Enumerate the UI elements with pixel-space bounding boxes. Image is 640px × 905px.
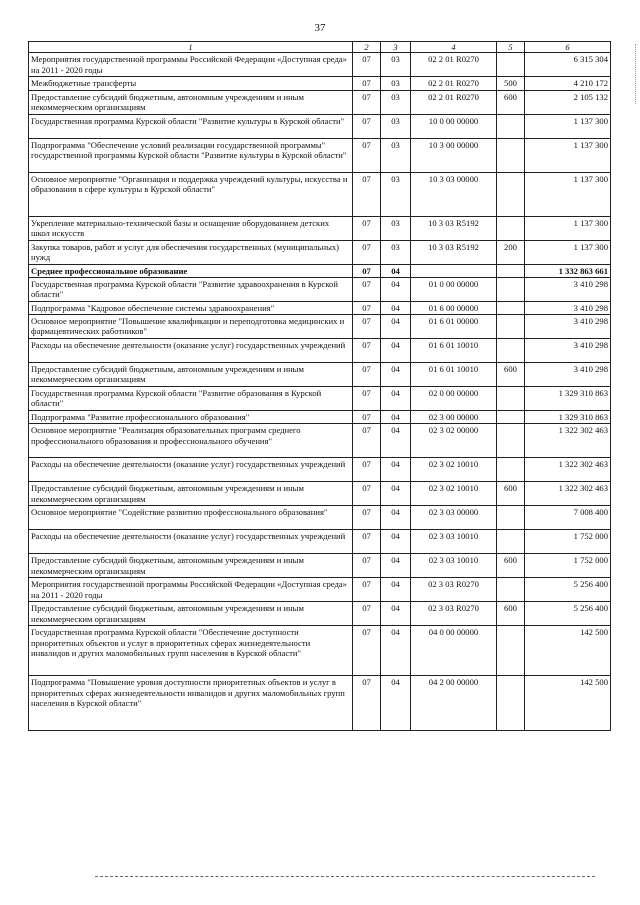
row-expense-kind [497, 172, 525, 216]
row-subsection: 04 [381, 387, 411, 411]
row-subsection: 04 [381, 411, 411, 424]
row-name: Расходы на обеспечение деятельности (оказание услуг) государственных учреждений [29, 530, 353, 554]
row-subsection: 04 [381, 554, 411, 578]
row-amount: 3 410 298 [525, 301, 611, 314]
row-amount: 142 500 [525, 626, 611, 676]
row-name: Подпрограмма "Обеспечение условий реализации государственной программы" государственной программы Курской области "Развитие культуры в Курской области" [29, 138, 353, 172]
row-section: 07 [353, 339, 381, 363]
table-row [29, 240, 611, 264]
row-section: 07 [353, 530, 381, 554]
row-subsection: 03 [381, 216, 411, 240]
row-expense-kind [497, 424, 525, 458]
table-row [29, 339, 611, 363]
table-row [29, 578, 611, 602]
table-row [29, 315, 611, 339]
row-expense-kind [497, 676, 525, 731]
row-subsection: 04 [381, 602, 411, 626]
header-subsection: 3 [381, 42, 411, 53]
row-name: Подпрограмма "Повышение уровня доступности приоритетных объектов и услуг в приоритетных сферах жизнедеятельности инвалидов и других маломобильных групп населения в Курской области" [29, 676, 353, 731]
row-amount: 5 256 400 [525, 602, 611, 626]
row-name: Предоставление субсидий бюджетным, автономным учреждениям и иным некоммерческим организациям [29, 90, 353, 114]
table-row [29, 90, 611, 114]
row-section: 07 [353, 277, 381, 301]
row-amount: 3 410 298 [525, 277, 611, 301]
table-row [29, 387, 611, 411]
row-target-code: 02 3 02 10010 [411, 482, 497, 506]
table-row [29, 602, 611, 626]
row-section: 07 [353, 387, 381, 411]
row-amount: 1 332 863 661 [525, 264, 611, 277]
row-name: Государственная программа Курской области "Обеспечение доступности приоритетных объектов и услуг в приоритетных сферах жизнедеятельности инвалидов и других маломобильных групп населения в Курской области" [29, 626, 353, 676]
row-target-code: 10 3 03 R5192 [411, 216, 497, 240]
row-name: Укрепление материально-технической базы и оснащение оборудованием детских школ искусств [29, 216, 353, 240]
table-row [29, 114, 611, 138]
row-expense-kind [497, 387, 525, 411]
page-number: 37 [314, 22, 326, 34]
row-subsection: 03 [381, 240, 411, 264]
row-amount: 1 322 302 463 [525, 482, 611, 506]
row-expense-kind [497, 339, 525, 363]
row-section: 07 [353, 315, 381, 339]
row-target-code: 02 3 03 R0270 [411, 602, 497, 626]
row-amount: 5 256 400 [525, 578, 611, 602]
row-section: 07 [353, 363, 381, 387]
row-section: 07 [353, 578, 381, 602]
row-subsection: 04 [381, 277, 411, 301]
row-name: Среднее профессиональное образование [29, 264, 353, 277]
row-subsection: 03 [381, 77, 411, 90]
row-section: 07 [353, 626, 381, 676]
row-section: 07 [353, 424, 381, 458]
row-expense-kind [497, 301, 525, 314]
row-section: 07 [353, 458, 381, 482]
row-section: 07 [353, 411, 381, 424]
row-name: Предоставление субсидий бюджетным, автономным учреждениям и иным некоммерческим организациям [29, 482, 353, 506]
row-name: Подпрограмма "Кадровое обеспечение системы здравоохранения" [29, 301, 353, 314]
row-target-code: 10 3 03 R5192 [411, 240, 497, 264]
row-name: Подпрограмма "Развитие профессионального образования" [29, 411, 353, 424]
row-target-code: 10 3 03 00000 [411, 172, 497, 216]
row-expense-kind: 600 [497, 482, 525, 506]
table-row [29, 138, 611, 172]
row-target-code: 02 3 02 00000 [411, 424, 497, 458]
row-subsection: 04 [381, 315, 411, 339]
table-row [29, 172, 611, 216]
row-name: Государственная программа Курской области "Развитие здравоохранения в Курской области" [29, 277, 353, 301]
table-row [29, 53, 611, 77]
row-expense-kind [497, 578, 525, 602]
table-row [29, 77, 611, 90]
budget-table [28, 41, 611, 731]
row-section: 07 [353, 482, 381, 506]
row-expense-kind [497, 138, 525, 172]
row-expense-kind: 500 [497, 77, 525, 90]
row-amount: 1 137 300 [525, 138, 611, 172]
row-expense-kind [497, 530, 525, 554]
table-row [29, 458, 611, 482]
row-target-code: 01 6 01 10010 [411, 339, 497, 363]
row-target-code: 01 6 00 00000 [411, 301, 497, 314]
table-row [29, 676, 611, 731]
row-name: Межбюджетные трансферты [29, 77, 353, 90]
margin-mark [631, 44, 636, 104]
row-expense-kind [497, 277, 525, 301]
row-amount: 1 752 000 [525, 530, 611, 554]
row-subsection: 04 [381, 578, 411, 602]
table-row [29, 626, 611, 676]
row-section: 07 [353, 114, 381, 138]
row-subsection: 04 [381, 530, 411, 554]
row-subsection: 04 [381, 482, 411, 506]
table-row [29, 301, 611, 314]
row-section: 07 [353, 216, 381, 240]
row-amount: 1 329 310 863 [525, 387, 611, 411]
row-section: 07 [353, 77, 381, 90]
table-row [29, 530, 611, 554]
row-section: 07 [353, 602, 381, 626]
table-row [29, 424, 611, 458]
table-row [29, 506, 611, 530]
row-amount: 1 137 300 [525, 240, 611, 264]
row-amount: 1 752 000 [525, 554, 611, 578]
row-expense-kind: 200 [497, 240, 525, 264]
row-target-code: 02 0 00 00000 [411, 387, 497, 411]
row-target-code: 02 2 01 R0270 [411, 90, 497, 114]
row-target-code: 02 3 03 10010 [411, 530, 497, 554]
row-expense-kind: 600 [497, 363, 525, 387]
table-row [29, 216, 611, 240]
row-subsection: 04 [381, 339, 411, 363]
row-name: Мероприятия государственной программы Российской Федерации «Доступная среда» на 2011 - 2020 годы [29, 578, 353, 602]
row-section: 07 [353, 138, 381, 172]
row-name: Предоставление субсидий бюджетным, автономным учреждениям и иным некоммерческим организациям [29, 602, 353, 626]
row-section: 07 [353, 240, 381, 264]
row-amount: 7 008 400 [525, 506, 611, 530]
row-amount: 2 105 132 [525, 90, 611, 114]
row-amount: 6 315 304 [525, 53, 611, 77]
row-expense-kind [497, 216, 525, 240]
row-target-code: 04 0 00 00000 [411, 626, 497, 676]
row-amount: 3 410 298 [525, 315, 611, 339]
row-section: 07 [353, 676, 381, 731]
row-name: Основное мероприятие "Содействие развитию профессионального образования" [29, 506, 353, 530]
row-section: 07 [353, 172, 381, 216]
row-target-code: 02 3 03 00000 [411, 506, 497, 530]
row-section: 07 [353, 506, 381, 530]
row-amount: 1 322 302 463 [525, 424, 611, 458]
row-target-code: 10 0 00 00000 [411, 114, 497, 138]
table-row [29, 277, 611, 301]
row-amount: 4 210 172 [525, 77, 611, 90]
table-row [29, 411, 611, 424]
row-section: 07 [353, 554, 381, 578]
row-expense-kind [497, 315, 525, 339]
row-expense-kind: 600 [497, 554, 525, 578]
row-target-code: 10 3 00 00000 [411, 138, 497, 172]
row-amount: 3 410 298 [525, 339, 611, 363]
row-amount: 1 137 300 [525, 216, 611, 240]
row-subsection: 04 [381, 676, 411, 731]
row-expense-kind: 600 [497, 602, 525, 626]
row-expense-kind: 600 [497, 90, 525, 114]
row-expense-kind [497, 53, 525, 77]
row-name: Основное мероприятие "Повышение квалификации и переподготовка медицинских и фармацевтических работников" [29, 315, 353, 339]
row-subsection: 03 [381, 138, 411, 172]
header-amount: 6 [525, 42, 611, 53]
row-name: Расходы на обеспечение деятельности (оказание услуг) государственных учреждений [29, 339, 353, 363]
row-name: Предоставление субсидий бюджетным, автономным учреждениям и иным некоммерческим организациям [29, 363, 353, 387]
header-name: 1 [29, 42, 353, 53]
row-amount: 1 329 310 863 [525, 411, 611, 424]
row-target-code [411, 264, 497, 277]
row-subsection: 04 [381, 506, 411, 530]
row-name: Государственная программа Курской области "Развитие образования в Курской области" [29, 387, 353, 411]
table-body [29, 53, 611, 731]
row-subsection: 03 [381, 114, 411, 138]
row-target-code: 01 6 01 00000 [411, 315, 497, 339]
row-subsection: 03 [381, 53, 411, 77]
row-amount: 3 410 298 [525, 363, 611, 387]
row-amount: 1 137 300 [525, 114, 611, 138]
table-row [29, 264, 611, 277]
row-amount: 1 137 300 [525, 172, 611, 216]
row-name: Основное мероприятие "Организация и поддержка учреждений культуры, искусства и образования в сфере культуры в Курской области" [29, 172, 353, 216]
row-section: 07 [353, 301, 381, 314]
row-target-code: 01 0 00 00000 [411, 277, 497, 301]
row-expense-kind [497, 458, 525, 482]
table-header-row [29, 42, 611, 53]
row-subsection: 04 [381, 301, 411, 314]
row-subsection: 04 [381, 363, 411, 387]
row-target-code: 02 3 03 R0270 [411, 578, 497, 602]
row-subsection: 04 [381, 424, 411, 458]
row-target-code: 02 3 02 10010 [411, 458, 497, 482]
row-expense-kind [497, 411, 525, 424]
row-subsection: 04 [381, 626, 411, 676]
row-section: 07 [353, 53, 381, 77]
row-name: Основное мероприятие "Реализация образовательных программ среднего профессионального образования и профессионального обучения" [29, 424, 353, 458]
table-row [29, 363, 611, 387]
footer-line [95, 876, 595, 877]
row-target-code: 01 6 01 10010 [411, 363, 497, 387]
row-expense-kind [497, 506, 525, 530]
row-amount: 1 322 302 463 [525, 458, 611, 482]
header-target-code: 4 [411, 42, 497, 53]
header-section: 2 [353, 42, 381, 53]
row-section: 07 [353, 90, 381, 114]
row-name: Государственная программа Курской области "Развитие культуры в Курской области" [29, 114, 353, 138]
row-name: Закупка товаров, работ и услуг для обеспечения государственных (муниципальных) нужд [29, 240, 353, 264]
row-target-code: 02 3 03 10010 [411, 554, 497, 578]
row-section: 07 [353, 264, 381, 277]
row-target-code: 02 2 01 R0270 [411, 77, 497, 90]
row-target-code: 02 3 00 00000 [411, 411, 497, 424]
row-expense-kind [497, 626, 525, 676]
row-name: Мероприятия государственной программы Российской Федерации «Доступная среда» на 2011 - 2020 годы [29, 53, 353, 77]
row-expense-kind [497, 264, 525, 277]
row-amount: 142 500 [525, 676, 611, 731]
table-row [29, 554, 611, 578]
row-expense-kind [497, 114, 525, 138]
row-target-code: 02 2 01 R0270 [411, 53, 497, 77]
table-row [29, 482, 611, 506]
row-name: Предоставление субсидий бюджетным, автономным учреждениям и иным некоммерческим организациям [29, 554, 353, 578]
row-subsection: 04 [381, 264, 411, 277]
row-subsection: 04 [381, 458, 411, 482]
row-name: Расходы на обеспечение деятельности (оказание услуг) государственных учреждений [29, 458, 353, 482]
row-subsection: 03 [381, 172, 411, 216]
row-target-code: 04 2 00 00000 [411, 676, 497, 731]
row-subsection: 03 [381, 90, 411, 114]
header-expense-kind: 5 [497, 42, 525, 53]
